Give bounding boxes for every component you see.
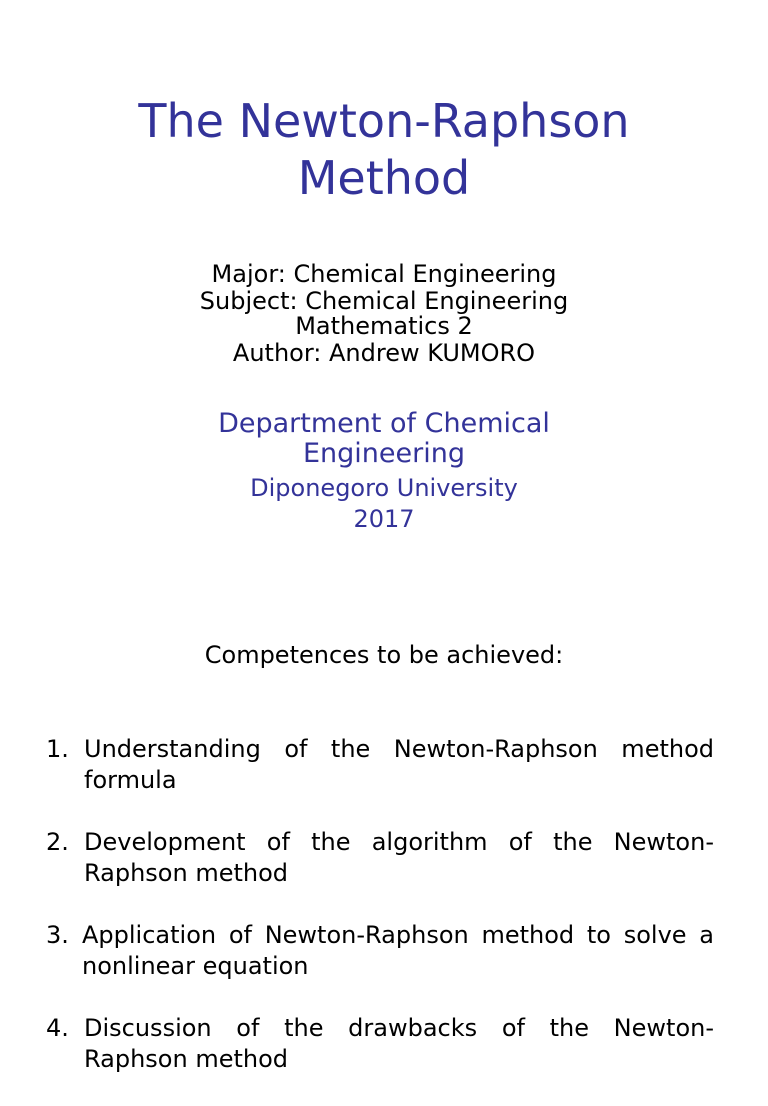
list-item [46, 920, 714, 982]
list-item-text: Understanding of the Newton-Raphson method formula [84, 735, 714, 794]
major-text: Major: Chemical Engineering [211, 260, 557, 288]
list-item-text: Discussion of the drawbacks of the Newton-Raphson method [84, 1014, 714, 1073]
title-line-1: The Newton-Raphson [138, 94, 630, 148]
title-line-2: Method [297, 151, 471, 205]
list-item-number: 1. [46, 735, 69, 763]
subject-text-line-2: Mathematics 2 [295, 312, 473, 340]
list-item-text: Development of the algorithm of the Newton-Raphson method [84, 828, 714, 887]
list-item-number: 2. [46, 828, 69, 856]
university-block [0, 473, 768, 535]
list-item [46, 734, 714, 796]
department-line-2: Engineering [303, 438, 465, 469]
publication-year: 2017 [353, 505, 415, 533]
document-meta [0, 260, 768, 368]
list-item [46, 827, 714, 889]
subject-text-line-1: Subject: Chemical Engineering [199, 287, 569, 315]
list-item-number: 4. [46, 1014, 69, 1042]
competences-list [46, 734, 714, 1106]
department-line-1: Department of Chemical [218, 408, 550, 439]
list-item [46, 1013, 714, 1075]
list-item-text: Application of Newton-Raphson method to solve a nonlinear equation [82, 921, 714, 980]
list-item-number: 3. [46, 921, 69, 949]
competences-heading: Competences to be achieved: [204, 641, 564, 669]
author-text: Author: Andrew KUMORO [232, 339, 536, 367]
page-title [0, 93, 768, 207]
department-name [0, 409, 768, 469]
university-name: Diponegoro University [250, 474, 518, 502]
